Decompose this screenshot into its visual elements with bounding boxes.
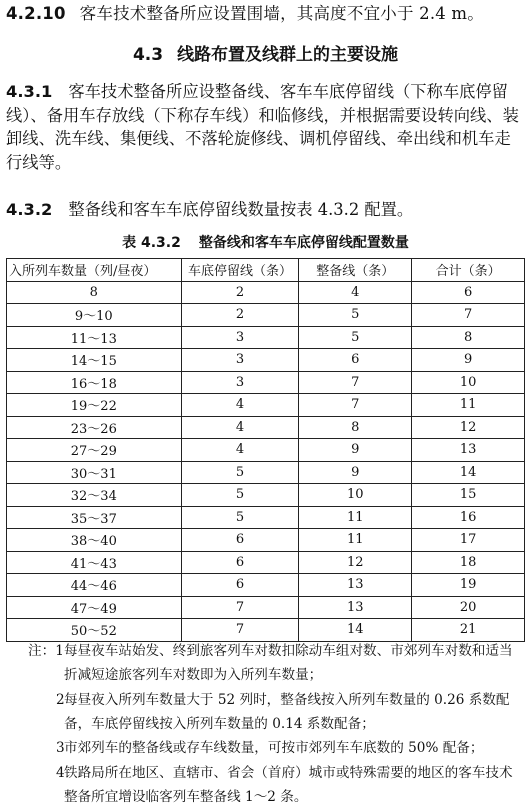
table-cell: 6 [181, 551, 299, 574]
table-cell: 44～46 [7, 574, 182, 597]
table-caption-title: 整备线和客车车底停留线配置数量 [198, 235, 409, 251]
table-cell: 35～37 [7, 506, 182, 529]
note-text: 每昼夜入所列车数量大于 52 列时，整备线按入所列车数量的 0.26 系数配备，车底停留线按入所列车数量的 0.14 系数配备； [64, 692, 510, 732]
note-number: 2 [56, 692, 65, 708]
note-label: 注：1 [28, 643, 64, 659]
header-service-tracks: 整备线（条） [299, 259, 412, 282]
table-cell: 12 [299, 551, 412, 574]
table-cell: 19～22 [7, 394, 182, 417]
table-cell: 3 [181, 371, 299, 394]
table-row [7, 506, 525, 529]
header-trains-per-day: 入所列车数量（列/昼夜） [7, 259, 182, 282]
table-cell: 3 [181, 326, 299, 349]
table-cell: 8 [7, 281, 182, 304]
section-title: 线路布置及线群上的主要设施 [177, 45, 399, 65]
table-cell: 5 [181, 484, 299, 507]
table-cell: 14～15 [7, 349, 182, 372]
table-cell: 14 [299, 619, 412, 642]
table-cell: 7 [412, 304, 525, 327]
note-item-1 [28, 640, 526, 687]
table-cell: 6 [412, 281, 525, 304]
table-header-row [7, 259, 525, 282]
table-cell: 15 [412, 484, 525, 507]
clause-4-3-1 [6, 80, 526, 174]
table-cell: 17 [412, 529, 525, 552]
table-cell: 13 [299, 596, 412, 619]
section-number: 4.3 [132, 45, 164, 65]
table-cell: 38～40 [7, 529, 182, 552]
note-item-3 [28, 737, 526, 761]
table-cell: 4 [181, 416, 299, 439]
table-row [7, 529, 525, 552]
table-row [7, 551, 525, 574]
table-cell: 10 [299, 484, 412, 507]
clause-4-2-10 [6, 0, 484, 24]
table-cell: 41～43 [7, 551, 182, 574]
clause-number: 4.3.2 [6, 200, 53, 219]
table-row [7, 596, 525, 619]
table-row [7, 394, 525, 417]
table-cell: 9 [299, 461, 412, 484]
table-row [7, 484, 525, 507]
table-row [7, 574, 525, 597]
table-cell: 7 [299, 371, 412, 394]
table-cell: 4 [181, 439, 299, 462]
table-row [7, 326, 525, 349]
table-cell: 6 [181, 574, 299, 597]
table-cell: 9 [299, 439, 412, 462]
table-cell: 13 [412, 439, 525, 462]
header-storage-tracks: 车底停留线（条） [181, 259, 299, 282]
table-caption [0, 232, 531, 252]
note-item-2 [28, 689, 526, 736]
table-cell: 19 [412, 574, 525, 597]
config-table [6, 258, 525, 642]
clause-text: 客车技术整备所应设置围墙，其高度不宜小于 2.4 m。 [79, 4, 484, 23]
table-row [7, 461, 525, 484]
table-row [7, 439, 525, 462]
note-text: 铁路局所在地区、直辖市、省会（首府）城市或特殊需要的地区的客车技术整备所宜增设临客列车整备线 1～2 条。 [64, 765, 513, 805]
header-total: 合计（条） [412, 259, 525, 282]
table-row [7, 281, 525, 304]
table-cell: 23～26 [7, 416, 182, 439]
table-body [7, 281, 525, 641]
table-cell: 8 [299, 416, 412, 439]
table-cell: 16～18 [7, 371, 182, 394]
table-cell: 5 [181, 461, 299, 484]
table-caption-number: 表 4.3.2 [122, 235, 181, 251]
table-row [7, 416, 525, 439]
note-text: 每昼夜车站始发、终到旅客列车对数扣除动车组对数、市郊列车对数和适当折减短途旅客列车对数即为入所列车数量； [64, 643, 513, 683]
note-number: 4 [56, 765, 65, 781]
table-cell: 47～49 [7, 596, 182, 619]
table-cell: 11 [299, 529, 412, 552]
table-cell: 11 [299, 506, 412, 529]
table-row [7, 619, 525, 642]
table-cell: 4 [181, 394, 299, 417]
table-cell: 5 [181, 506, 299, 529]
table-cell: 6 [181, 529, 299, 552]
clause-4-3-2 [6, 198, 526, 222]
table-cell: 20 [412, 596, 525, 619]
table-cell: 8 [412, 326, 525, 349]
table-cell: 7 [181, 596, 299, 619]
table-cell: 5 [299, 326, 412, 349]
table-cell: 32～34 [7, 484, 182, 507]
clause-text: 客车技术整备所应设整备线、客车车底停留线（下称车底停留线）、备用车存放线（下称存车线）和临修线，并根据需要设转向线、装卸线、洗车线、集便线、不落轮旋修线、调机停留线、牵出线和机车走行线等。 [6, 82, 519, 172]
clause-number: 4.2.10 [6, 4, 66, 23]
table-cell: 11～13 [7, 326, 182, 349]
table-cell: 30～31 [7, 461, 182, 484]
clause-number: 4.3.1 [6, 82, 53, 101]
table-row [7, 349, 525, 372]
note-number: 3 [56, 740, 65, 756]
table-cell: 14 [412, 461, 525, 484]
section-heading-4-3 [0, 40, 531, 65]
table-cell: 7 [299, 394, 412, 417]
table-cell: 18 [412, 551, 525, 574]
table-cell: 12 [412, 416, 525, 439]
table-cell: 11 [412, 394, 525, 417]
table-cell: 6 [299, 349, 412, 372]
table-cell: 50～52 [7, 619, 182, 642]
table-cell: 2 [181, 281, 299, 304]
table-cell: 7 [181, 619, 299, 642]
table-cell: 27～29 [7, 439, 182, 462]
table-cell: 4 [299, 281, 412, 304]
table-row [7, 371, 525, 394]
note-item-4 [28, 762, 526, 809]
table-cell: 9～10 [7, 304, 182, 327]
table-cell: 16 [412, 506, 525, 529]
table-cell: 10 [412, 371, 525, 394]
table-cell: 21 [412, 619, 525, 642]
table-cell: 13 [299, 574, 412, 597]
table-cell: 2 [181, 304, 299, 327]
table-cell: 5 [299, 304, 412, 327]
clause-text: 整备线和客车车底停留线数量按表 4.3.2 配置。 [68, 200, 414, 219]
table-row [7, 304, 525, 327]
table-cell: 9 [412, 349, 525, 372]
table-cell: 3 [181, 349, 299, 372]
note-text: 市郊列车的整备线或存车线数量，可按市郊列车车底数的 50% 配备； [64, 740, 484, 756]
